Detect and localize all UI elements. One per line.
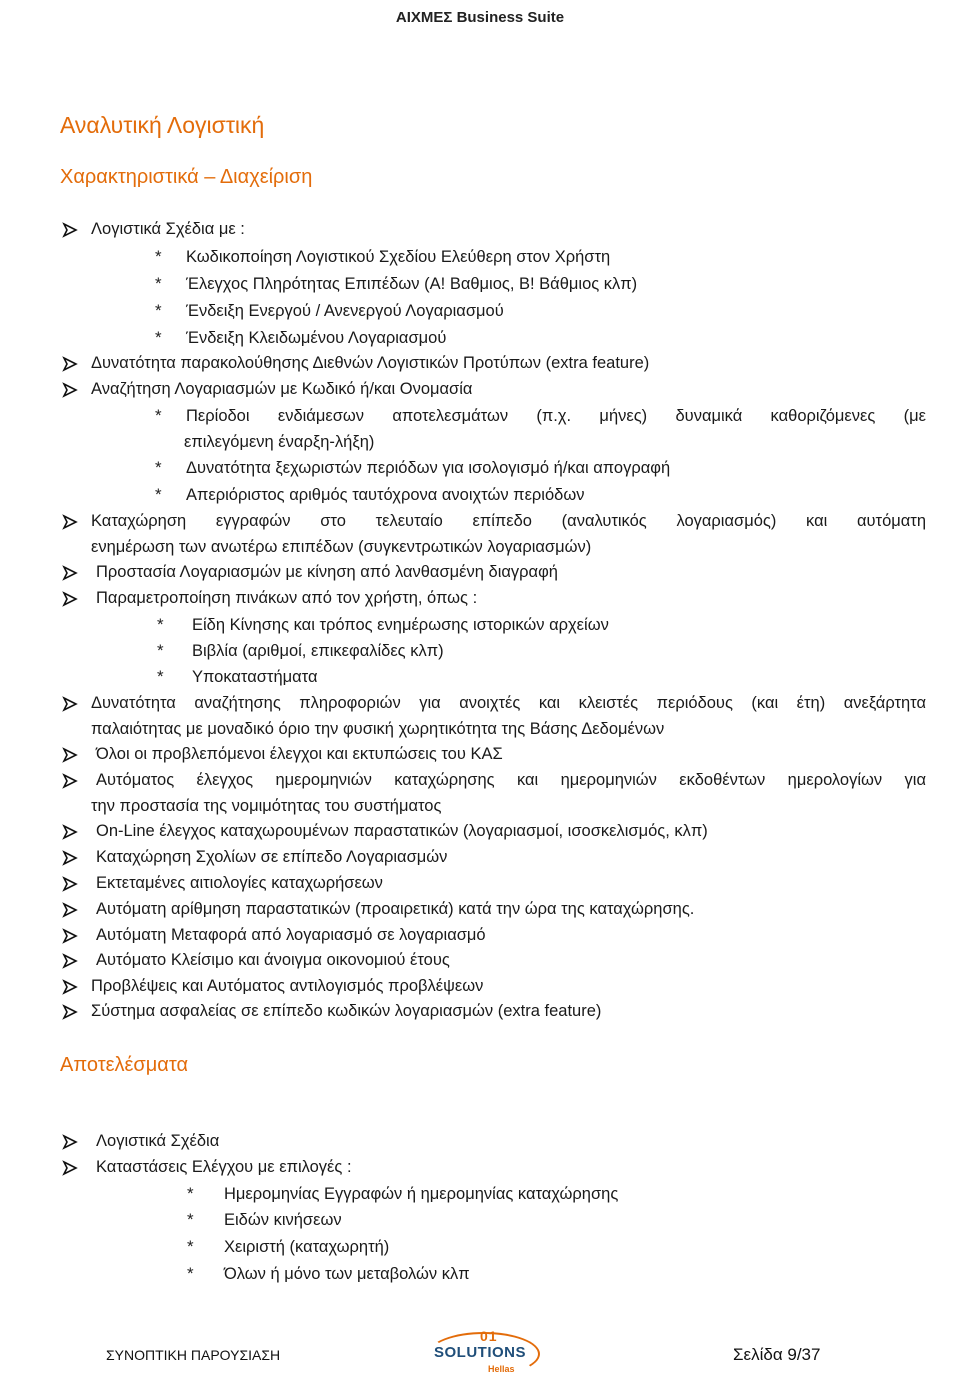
arrow-bullet-icon (62, 773, 78, 789)
list-item: Βιβλία (αριθμοί, επικεφαλίδες κλπ) (192, 642, 444, 660)
asterisk-bullet-icon: * (155, 247, 162, 266)
list-item: Αυτόματη αρίθμηση παραστατικών (προαιρετικά) κατά την ώρα της καταχώρησης. (96, 900, 695, 918)
document-header: ΑΙΧΜΕΣ Business Suite (395, 9, 565, 26)
arrow-bullet-icon (62, 850, 78, 866)
list-item: Σύστημα ασφαλείας σε επίπεδο κωδικών λογαριασμών (extra feature) (91, 1002, 602, 1020)
asterisk-bullet-icon: * (155, 458, 162, 477)
list-item-continuation: την προστασία της νομιμότητας του συστήματος (91, 797, 442, 815)
list-item: Ειδών κινήσεων (224, 1211, 342, 1229)
arrow-bullet-icon (62, 222, 78, 238)
asterisk-bullet-icon: * (157, 641, 164, 660)
arrow-bullet-icon (62, 591, 78, 607)
arrow-bullet-icon (62, 696, 78, 712)
company-logo (428, 1328, 538, 1380)
list-item-continuation: παλαιότητας με μοναδικό όριο την φυσική χωρητικότητα της Βάσης Δεδομένων (91, 720, 665, 738)
asterisk-bullet-icon: * (157, 667, 164, 686)
asterisk-bullet-icon: * (187, 1210, 194, 1229)
list-item: Αυτόματο Κλείσιμο και άνοιγμα οικονομιού έτους (96, 951, 450, 969)
arrow-bullet-icon (62, 514, 78, 530)
arrow-bullet-icon (62, 382, 78, 398)
list-item-continuation: επιλεγόμενη έναρξη-λήξη) (184, 433, 375, 451)
list-item: Είδη Κίνησης και τρόπος ενημέρωσης ιστορικών αρχείων (192, 616, 609, 634)
list-item: Προβλέψεις και Αυτόματος αντιλογισμός προβλέψεων (91, 977, 484, 995)
list-item: Όλων ή μόνο των μεταβολών κλπ (224, 1265, 470, 1283)
arrow-bullet-icon (62, 1004, 78, 1020)
list-item: Κωδικοποίηση Λογιστικού Σχεδίου Ελεύθερη στον Χρήστη (186, 248, 611, 266)
list-item: Λογιστικά Σχέδια (96, 1132, 220, 1150)
asterisk-bullet-icon: * (155, 274, 162, 293)
page-number: Σελίδα 9/37 (733, 1345, 821, 1364)
list-item: Όλοι οι προβλεπόμενοι έλεγχοι και εκτυπώσεις του ΚΑΣ (96, 745, 503, 763)
list-item: Αυτόματος έλεγχος ημερομηνιών καταχώρησης και ημερομηνιών εκδοθέντων ημερολογίων για (96, 771, 926, 789)
list-item: Δυνατότητα παρακολούθησης Διεθνών Λογιστικών Προτύπων (extra feature) (91, 354, 650, 372)
arrow-bullet-icon (62, 876, 78, 892)
asterisk-bullet-icon: * (187, 1264, 194, 1283)
list-item-continuation: ενημέρωση των ανωτέρω επιπέδων (συγκεντρωτικών λογαριασμών) (91, 538, 592, 556)
list-item: On-Line έλεγχος καταχωρουμένων παραστατικών (λογαριασμοί, ισοσκελισμός, κλπ) (96, 822, 708, 840)
arrow-bullet-icon (62, 747, 78, 763)
asterisk-bullet-icon: * (187, 1184, 194, 1203)
list-item: Αυτόματη Μεταφορά από λογαριασμό σε λογαριασμό (96, 926, 486, 944)
list-item: Καταχώρηση εγγραφών στο τελευταίο επίπεδο (αναλυτικός λογαριασμός) και αυτόματη (91, 512, 926, 530)
asterisk-bullet-icon: * (155, 485, 162, 504)
arrow-bullet-icon (62, 953, 78, 969)
list-item: Ημερομηνίας Εγγραφών ή ημερομηνίας καταχώρησης (224, 1185, 619, 1203)
footer-caption: ΣΥΝΟΠΤΙΚΗ ΠΑΡΟΥΣΙΑΣΗ (106, 1347, 281, 1363)
list-item: Περίοδοι ενδιάμεσων αποτελεσμάτων (π.χ. μήνες) δυναμικά καθοριζόμενες (με (186, 407, 926, 425)
results-title: Αποτελέσματα (60, 1054, 189, 1076)
asterisk-bullet-icon: * (155, 301, 162, 320)
list-item: Ένδειξη Ενεργού / Ανενεργού Λογαριασμού (186, 302, 504, 320)
arrow-bullet-icon (62, 1134, 78, 1150)
list-item: Παραμετροποίηση πινάκων από τον χρήστη, όπως : (96, 589, 478, 607)
arrow-bullet-icon (62, 565, 78, 581)
list-item: Καταστάσεις Ελέγχου με επιλογές : (96, 1158, 352, 1176)
logo-number: 01 (480, 1328, 498, 1344)
list-item: Υποκαταστήματα (192, 668, 318, 686)
logo-wordmark: SOLUTIONS (434, 1344, 527, 1361)
section-subtitle: Χαρακτηριστικά – Διαχείριση (60, 166, 313, 188)
asterisk-bullet-icon: * (187, 1237, 194, 1256)
arrow-bullet-icon (62, 824, 78, 840)
list-item: Απεριόριστος αριθμός ταυτόχρονα ανοιχτών περιόδων (186, 486, 585, 504)
list-item: Καταχώρηση Σχολίων σε επίπεδο Λογαριασμών (96, 848, 448, 866)
list-item: Εκτεταμένες αιτιολογίες καταχωρήσεων (96, 874, 383, 892)
list-item: Δυνατότητα ξεχωριστών περιόδων για ισολογισμό ή/και απογραφή (186, 459, 671, 477)
asterisk-bullet-icon: * (157, 615, 164, 634)
arrow-bullet-icon (62, 902, 78, 918)
list-item: Χειριστή (καταχωρητή) (224, 1238, 390, 1256)
logo-subtext: Hellas (488, 1364, 515, 1374)
arrow-bullet-icon (62, 356, 78, 372)
list-item: Δυνατότητα αναζήτησης πληροφοριών για ανοιχτές και κλειστές περιόδους (και έτη) ανεξάρτητα (91, 694, 926, 712)
list-item: Λογιστικά Σχέδια με : (91, 220, 245, 238)
asterisk-bullet-icon: * (155, 328, 162, 347)
list-item: Προστασία Λογαριασμών με κίνηση από λανθασμένη διαγραφή (96, 563, 558, 581)
list-item: Αναζήτηση Λογαριασμών με Κωδικό ή/και Ονομασία (91, 380, 473, 398)
arrow-bullet-icon (62, 979, 78, 995)
arrow-bullet-icon (62, 1160, 78, 1176)
list-item: Ένδειξη Κλειδωμένου Λογαριασμού (186, 329, 447, 347)
list-item: Έλεγχος Πληρότητας Επιπέδων (Α! Βαθμιος, Β! Βάθμιος κλπ) (186, 275, 638, 293)
section-title: Αναλυτική Λογιστική (60, 112, 265, 138)
arrow-bullet-icon (62, 928, 78, 944)
asterisk-bullet-icon: * (155, 406, 162, 425)
